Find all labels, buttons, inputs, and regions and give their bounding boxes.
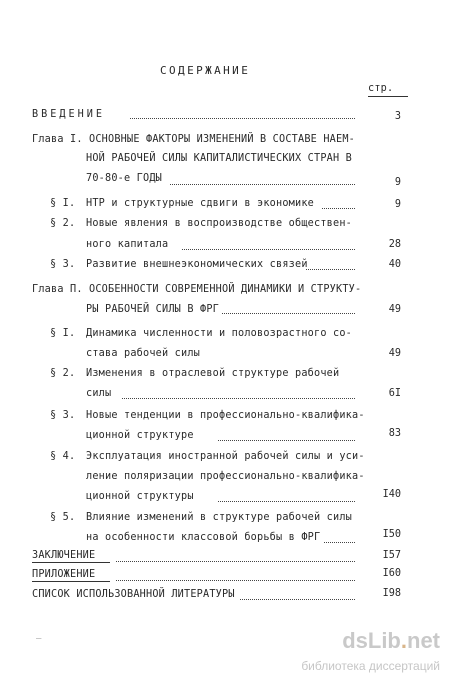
page-number: I50 xyxy=(382,529,401,540)
page-number: 49 xyxy=(388,348,401,359)
page-number: 3 xyxy=(394,111,401,122)
section-number: § 3. xyxy=(50,410,76,421)
section-number: § 5. xyxy=(50,512,76,523)
toc-section-1-3: Развитие внешнеэкономических связей xyxy=(86,259,308,270)
page-number: 28 xyxy=(388,239,401,250)
toc-section-2-1-line-2: става рабочей силы xyxy=(86,348,201,359)
toc-chapter-1-line-2: НОЙ РАБОЧЕЙ СИЛЫ КАПИТАЛИСТИЧЕСКИХ СТРАН В xyxy=(86,153,353,164)
toc-section-2-3-line-1: Новые тенденции в профессионально-квалифика- xyxy=(86,410,365,421)
page-number: 49 xyxy=(388,304,401,315)
toc-section-2-4-line-3: ционной структуры xyxy=(86,491,194,502)
leader-dots xyxy=(322,208,355,209)
toc-entry-references: СПИСОК ИСПОЛЬЗОВАННОЙ ЛИТЕРАТУРЫ xyxy=(32,589,235,600)
leader-dots xyxy=(116,580,355,581)
dslib-logo: dsLib.net xyxy=(342,628,440,653)
page-column-header: стр. xyxy=(368,83,394,94)
toc-section-2-5-line-2: на особенности классовой борьбы в ФРГ xyxy=(86,532,321,543)
toc-section-2-2-line-2: силы xyxy=(86,388,112,399)
toc-section-2-2-line-1: Изменения в отраслевой структуре рабочей xyxy=(86,368,340,379)
leader-dots xyxy=(324,542,355,543)
toc-section-1-2-line-2: ного капитала xyxy=(86,239,169,250)
leader-dots xyxy=(306,269,355,270)
section-number: § I. xyxy=(50,198,76,209)
section-number: § 4. xyxy=(50,451,76,462)
toc-entry-conclusion: ЗАКЛЮЧЕНИЕ xyxy=(32,550,96,561)
leader-dots xyxy=(182,249,355,250)
page-number: 9 xyxy=(394,199,401,210)
toc-section-2-4-line-1: Эксплуатация иностранной рабочей силы и уси- xyxy=(86,451,365,462)
toc-section-1-1: НТР и структурные сдвиги в экономике xyxy=(86,198,315,209)
toc-entry-intro: ВВЕДЕНИЕ xyxy=(32,109,106,120)
toc-section-2-3-line-2: ционной структуре xyxy=(86,430,194,441)
page-number: I57 xyxy=(382,550,401,561)
leader-dots xyxy=(240,599,355,600)
leader-dots xyxy=(122,398,355,399)
toc-section-1-2-line-1: Новые явления в воспроизводстве обществен- xyxy=(86,218,353,229)
page-number: 83 xyxy=(388,428,401,439)
section-number: § 2. xyxy=(50,368,76,379)
toc-chapter-2-line-1: Глава П. ОСОБЕННОСТИ СОВРЕМЕННОЙ ДИНАМИКИ И СТРУКТУ- xyxy=(32,284,362,295)
toc-entry-appendix: ПРИЛОЖЕНИЕ xyxy=(32,569,96,580)
toc-section-2-5-line-1: Влияние изменений в структуре рабочей силы xyxy=(86,512,353,523)
toc-chapter-1-line-3: 70-80-е ГОДЫ xyxy=(86,173,163,184)
toc-section-2-4-line-2: ление поляризации профессионально-квалифика- xyxy=(86,471,365,482)
leader-dots xyxy=(130,118,355,119)
page-title: СОДЕРЖАНИЕ xyxy=(160,64,251,77)
page-number: I60 xyxy=(382,568,401,579)
leader-dots xyxy=(170,184,355,185)
section-number: § 2. xyxy=(50,218,76,229)
page-number: 40 xyxy=(388,259,401,270)
page-number: 6I xyxy=(388,388,401,399)
leader-dots xyxy=(116,561,355,562)
leader-dots xyxy=(218,501,355,502)
page-number: I40 xyxy=(382,489,401,500)
leader-dots xyxy=(218,440,355,441)
toc-chapter-2-line-2: РЫ РАБОЧЕЙ СИЛЫ В ФРГ xyxy=(86,304,220,315)
toc-chapter-1-line-1: Глава I. ОСНОВНЫЕ ФАКТОРЫ ИЗМЕНЕНИЙ В СОСТАВЕ НАЕМ- xyxy=(32,134,356,145)
section-number: § 3. xyxy=(50,259,76,270)
scan-mark: _ xyxy=(36,630,42,640)
leader-dots xyxy=(222,313,355,314)
page-header-underline xyxy=(368,96,408,97)
appendix-underline xyxy=(32,581,110,582)
toc-section-2-1-line-1: Динамика численности и половозрастного со- xyxy=(86,328,353,339)
page-number: I98 xyxy=(382,588,401,599)
page-number: 9 xyxy=(394,177,401,188)
conclusion-underline xyxy=(32,562,110,563)
section-number: § I. xyxy=(50,328,76,339)
watermark-subtitle: библиотека диссертаций xyxy=(301,659,440,673)
